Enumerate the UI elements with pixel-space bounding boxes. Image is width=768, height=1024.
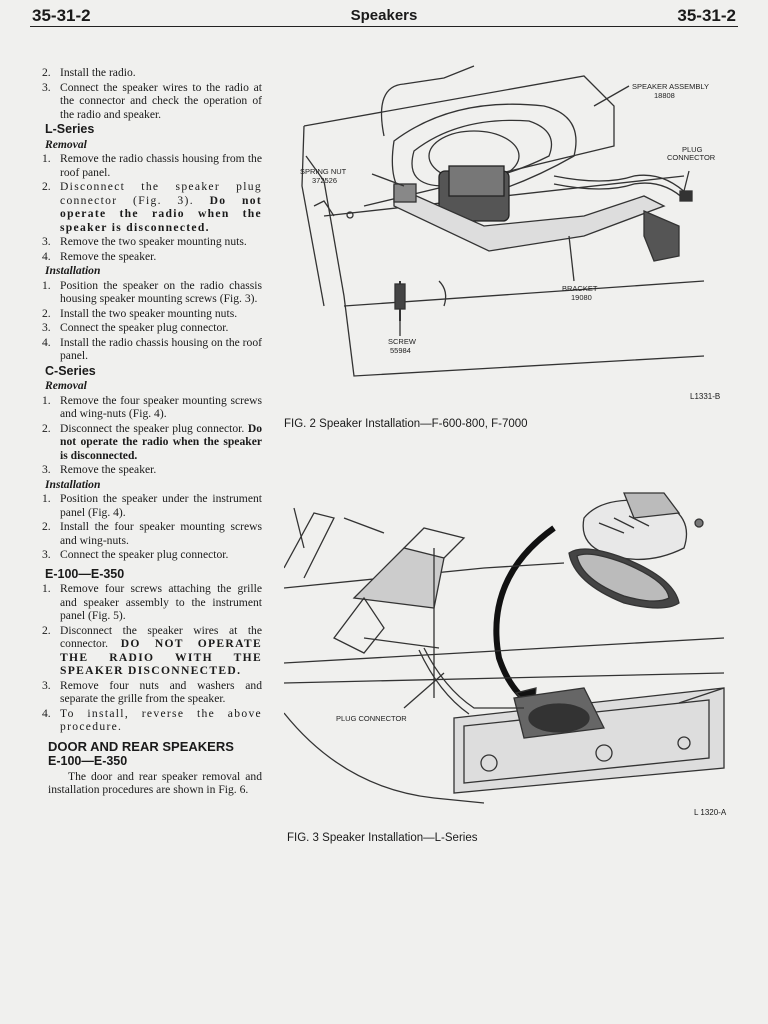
fig3-caption: FIG. 3 Speaker Installation—L-Series bbox=[287, 832, 478, 844]
step-text: Disconnect the speaker plug connector (Fig. 3). bbox=[60, 180, 262, 207]
fig3-code: L 1320-A bbox=[694, 808, 727, 817]
step-number: 2. bbox=[42, 180, 51, 193]
l-install-step bbox=[42, 279, 262, 306]
step-number: 1. bbox=[42, 393, 51, 407]
step-text: Disconnect the speaker plug connector. bbox=[60, 421, 245, 435]
step-text: Install the radio chassis housing on the roof panel. bbox=[60, 335, 262, 362]
step-number: 1. bbox=[42, 492, 51, 505]
step-number: 2. bbox=[42, 306, 51, 320]
step-text: Position the speaker on the radio chassis housing speaker mounting screws (Fig. 3). bbox=[60, 278, 262, 305]
e-series-heading: E-100—E-350 bbox=[45, 566, 125, 581]
label-connector: CONNECTOR bbox=[667, 153, 716, 162]
step-number: 4. bbox=[42, 706, 51, 720]
label-plug-connector: PLUG CONNECTOR bbox=[336, 714, 407, 723]
c-install-step bbox=[42, 548, 262, 562]
c-removal-step bbox=[42, 463, 262, 477]
c-series-removal-heading: Removal bbox=[45, 379, 87, 392]
step-text: Remove four nuts and washers and separate the grille from the speaker. bbox=[60, 678, 262, 705]
warning-text: Do not operate the radio when the speaker is disconnected. bbox=[60, 193, 262, 234]
step-text: Remove the speaker. bbox=[60, 463, 157, 476]
step-text: Connect the speaker plug connector. bbox=[60, 321, 229, 334]
l-install-step bbox=[42, 307, 262, 321]
door-rear-paragraph: The door and rear speaker removal and installation procedures are shown in Fig. 6. bbox=[48, 769, 262, 796]
step-number: 2. bbox=[42, 421, 51, 435]
step-text: Install the radio. bbox=[60, 66, 136, 79]
step-number: 3. bbox=[42, 678, 51, 692]
door-rear-subheading: E-100—E-350 bbox=[48, 754, 128, 768]
e-step bbox=[42, 679, 262, 706]
step-number: 2. bbox=[42, 66, 51, 79]
fig3-drawing bbox=[284, 488, 734, 808]
l-removal-step bbox=[42, 250, 262, 264]
page-number-left: 35-31-2 bbox=[32, 6, 91, 25]
step-number: 3. bbox=[42, 80, 51, 94]
e-step bbox=[42, 582, 262, 623]
step-number: 2. bbox=[42, 520, 51, 533]
label-bracket: BRACKET bbox=[562, 284, 598, 293]
c-install-step bbox=[42, 520, 262, 547]
step-text: Connect the speaker plug connector. bbox=[60, 548, 229, 561]
fig2-code: L1331-B bbox=[690, 392, 721, 401]
step-number: 3. bbox=[42, 321, 51, 334]
step-number: 2. bbox=[42, 623, 51, 637]
l-install-step bbox=[42, 321, 262, 335]
step-text: Remove the four speaker mounting screws and wing-nuts (Fig. 4). bbox=[60, 393, 262, 420]
step-text: Remove the two speaker mounting nuts. bbox=[60, 235, 247, 248]
step-text: Position the speaker under the instrument panel (Fig. 4). bbox=[60, 492, 262, 519]
e-step bbox=[42, 707, 262, 734]
l-removal-step bbox=[42, 180, 262, 234]
page-number-right: 35-31-2 bbox=[677, 6, 736, 25]
fig2-caption: FIG. 2 Speaker Installation—F-600-800, F-7000 bbox=[284, 418, 528, 430]
warning-text: Do not operate the radio when the speaker is disconnected. bbox=[60, 421, 262, 462]
step-text: Remove the speaker. bbox=[60, 249, 157, 263]
label-plug: PLUG bbox=[682, 145, 703, 154]
warning-text: DO NOT OPERATE THE RADIO WITH THE SPEAKER DISCONNECTED. bbox=[60, 637, 262, 677]
step-text: Install the four speaker mounting screws and wing-nuts. bbox=[60, 520, 262, 547]
label-speaker-assembly: SPEAKER ASSEMBLY bbox=[632, 82, 709, 91]
fig2-illustration bbox=[284, 56, 734, 406]
step-number: 3. bbox=[42, 463, 51, 476]
l-install-step bbox=[42, 336, 262, 363]
procedure-text-column bbox=[42, 66, 262, 797]
label-bracket-num: 19080 bbox=[571, 293, 592, 302]
door-rear-heading: DOOR AND REAR SPEAKERS bbox=[48, 738, 234, 754]
page-title: Speakers bbox=[350, 7, 418, 24]
intro-step bbox=[42, 81, 262, 122]
c-series-heading: C-Series bbox=[45, 363, 96, 378]
step-text: Remove four screws attaching the grille and speaker assembly to the instrument panel (Fig. 5). bbox=[60, 582, 262, 622]
c-removal-step bbox=[42, 394, 262, 421]
fig2-drawing bbox=[284, 56, 734, 406]
c-install-step bbox=[42, 492, 262, 519]
l-removal-step bbox=[42, 152, 262, 179]
l-series-installation-heading: Installation bbox=[45, 264, 101, 277]
l-series-heading: L-Series bbox=[45, 122, 95, 136]
step-number: 1. bbox=[42, 152, 51, 165]
label-speaker-assembly-num: 18808 bbox=[654, 91, 675, 100]
step-number: 3. bbox=[42, 235, 51, 248]
page-header bbox=[30, 4, 738, 27]
l-removal-step bbox=[42, 235, 262, 249]
step-text: Connect the speaker wires to the radio at the connector and check the operation of the radio and speaker. bbox=[60, 80, 262, 121]
step-text: Remove the radio chassis housing from the roof panel. bbox=[60, 152, 262, 179]
step-number: 4. bbox=[42, 249, 51, 263]
intro-step bbox=[42, 66, 262, 80]
e-step bbox=[42, 624, 262, 678]
l-series-removal-heading: Removal bbox=[45, 137, 87, 151]
c-removal-step bbox=[42, 422, 262, 463]
step-number: 4. bbox=[42, 335, 51, 349]
step-text: To install, reverse the above procedure. bbox=[60, 706, 262, 733]
step-number: 3. bbox=[42, 548, 51, 561]
c-series-installation-heading: Installation bbox=[45, 477, 101, 491]
fig3-illustration bbox=[284, 488, 734, 808]
label-screw-num: 55984 bbox=[390, 346, 411, 355]
label-spring-nut-num: 372526 bbox=[312, 176, 338, 185]
step-number: 1. bbox=[42, 278, 51, 292]
label-spring-nut: SPRING NUT bbox=[300, 167, 347, 176]
step-text: Install the two speaker mounting nuts. bbox=[60, 306, 238, 320]
label-screw: SCREW bbox=[388, 337, 416, 346]
step-text: Disconnect the speaker wires at the connector. bbox=[60, 623, 262, 650]
step-number: 1. bbox=[42, 582, 51, 595]
